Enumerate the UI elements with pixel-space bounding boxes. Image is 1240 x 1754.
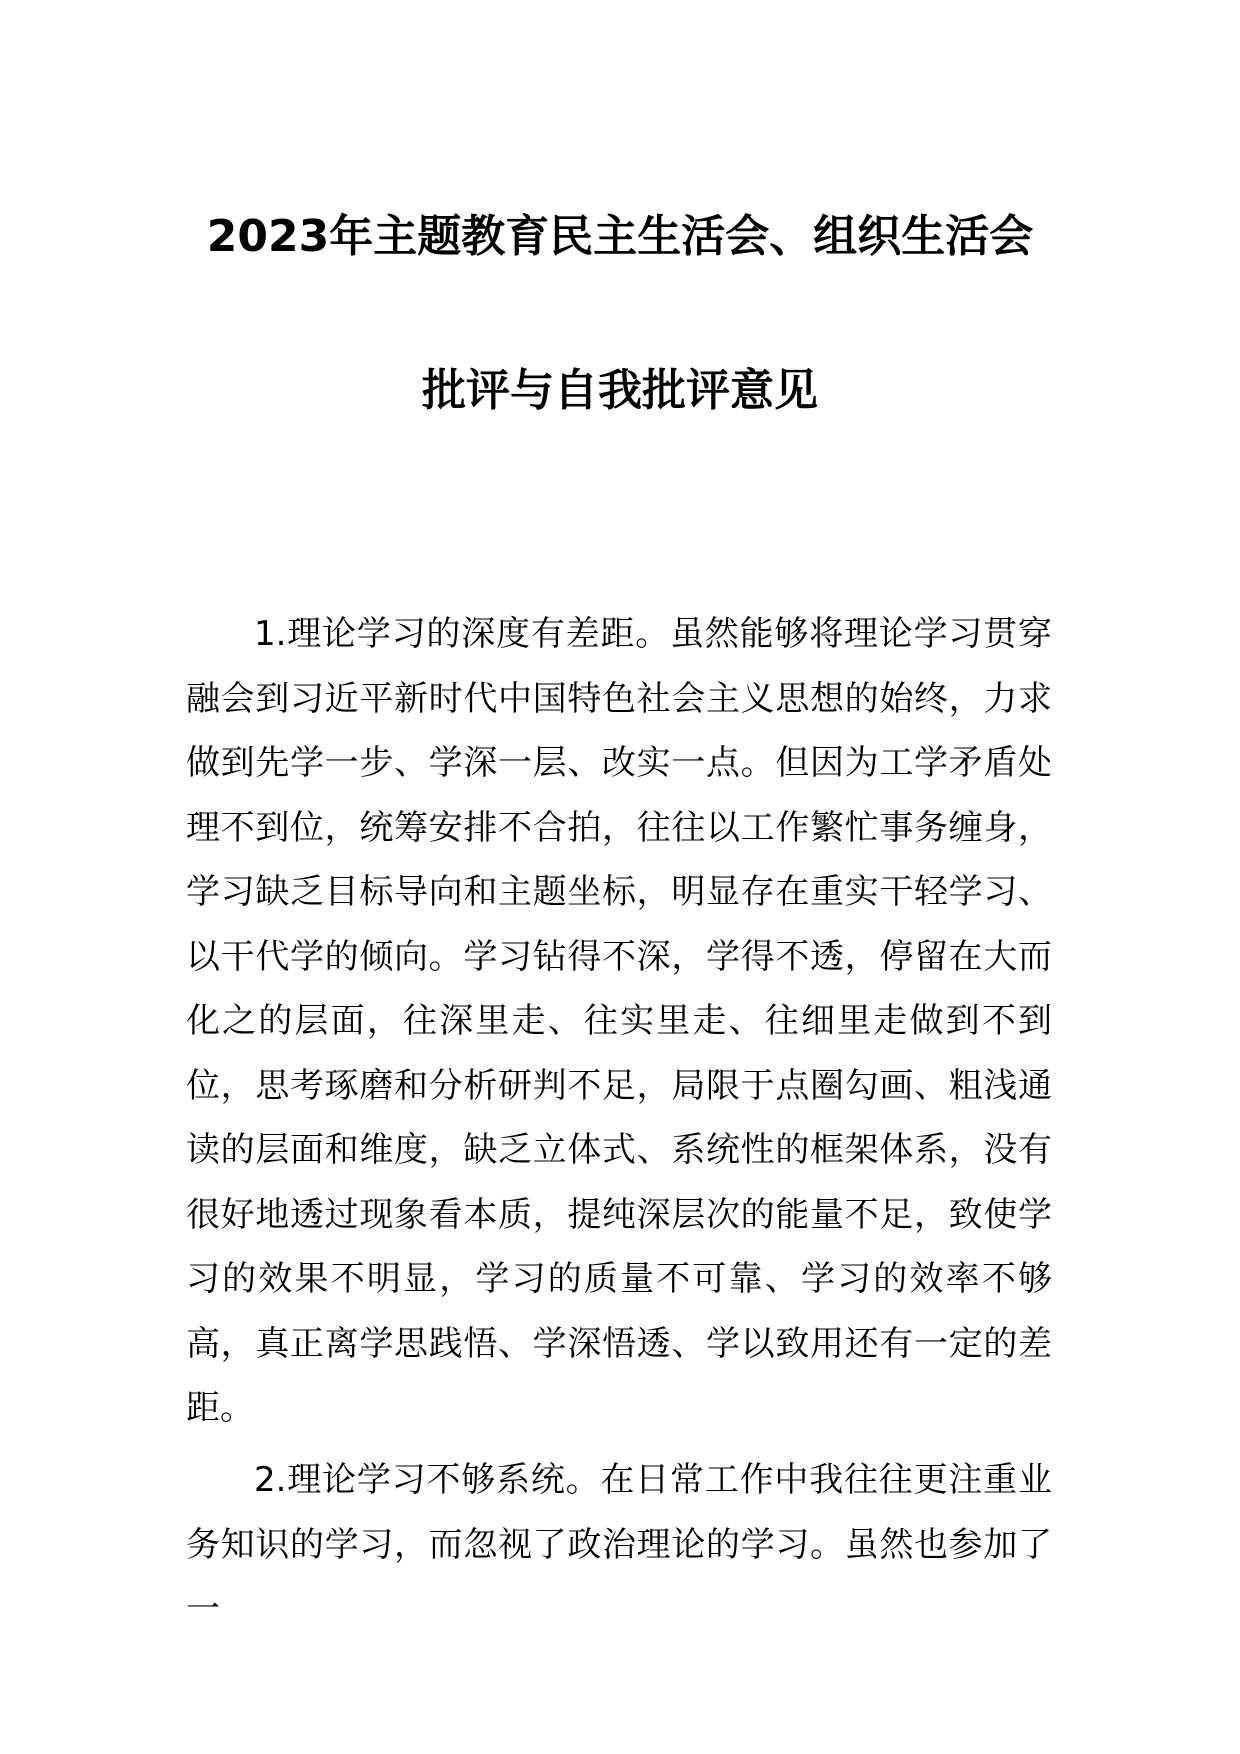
document-title-line-1: 2023年主题教育民主生活会、组织生活会 — [206, 211, 1034, 262]
paragraph-1 — [186, 602, 1052, 1441]
paragraph-2 — [186, 1448, 1052, 1642]
paragraph-1-text: 1.理论学习的深度有差距。虽然能够将理论学习贯穿融会到习近平新时代中国特色社会主义思想的始终，力求做到先学一步、学深一层、改实一点。但因为工学矛盾处理不到位，统筹安排不合拍，往往以工作繁忙事务缠身，学习缺乏目标导向和主题坐标，明显存在重实干轻学习、以干代学的倾向。学习钻得不深，学得不透，停留在大而化之的层面，往深里走、往实里走、往细里走做到不到位，思考琢磨和分析研判不足，局限于点圈勾画、粗浅通读的层面和维度，缺乏立体式、系统性的框架体系，没有很好地透过现象看本质，提纯深层次的能量不足，致使学习的效果不明显，学习的质量不可靠、学习的效率不够高，真正离学思践悟、学深悟透、学以致用还有一定的差距。 — [186, 614, 1052, 1428]
document-title-line-2: 批评与自我批评意见 — [422, 365, 818, 416]
paragraph-2-text: 2.理论学习不够系统。在日常工作中我往往更注重业务知识的学习，而忽视了政治理论的学习。虽然也参加了一 — [186, 1460, 1052, 1629]
